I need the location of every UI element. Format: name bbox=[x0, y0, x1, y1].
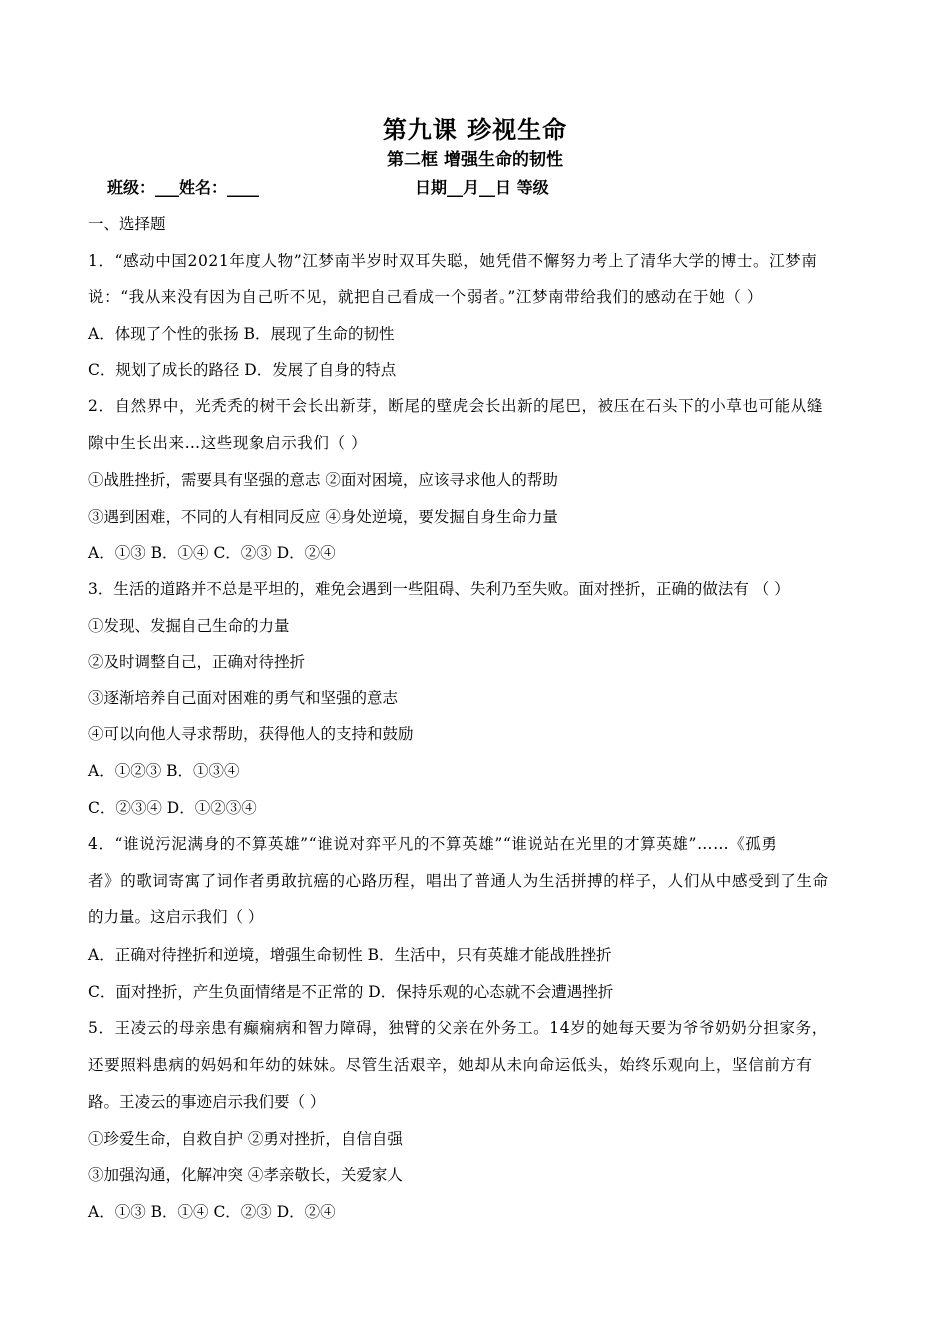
question-3-statement-4: ④可以向他人寻求帮助，获得他人的支持和鼓励 bbox=[88, 725, 414, 743]
question-2-line-1: 2．自然界中，光秃秃的树干会长出新芽，断尾的壁虎会长出新的尾巴，被压在石头下的小草也可能从缝 bbox=[88, 397, 823, 415]
question-5-line-1: 5．王凌云的母亲患有癫痫病和智力障碍，独臂的父亲在外务工。14岁的她每天要为爷爷奶奶分担家务， bbox=[88, 1019, 828, 1037]
question-1-options-cd: C．规划了成长的路径 D．发展了自身的特点 bbox=[88, 361, 397, 379]
page-title: 第九课 珍视生命 bbox=[382, 115, 568, 144]
question-2-statements-2: ③遇到困难，不同的人有相同反应 ④身处逆境，要发掘自身生命力量 bbox=[88, 508, 558, 526]
page-subtitle: 第二框 增强生命的韧性 bbox=[387, 150, 563, 170]
question-3-options-cd: C．②③④ D．①②③④ bbox=[88, 799, 257, 817]
question-1-line-2: 说：“我从来没有因为自己听不见，就把自己看成一个弱者。”江梦南带给我们的感动在于她（ ） bbox=[88, 288, 763, 306]
question-5-statements-2: ③加强沟通，化解冲突 ④孝亲敬长，关爱家人 bbox=[88, 1166, 403, 1184]
date-grade-field: 日期__月__日 等级 bbox=[415, 178, 549, 197]
section-heading: 一、选择题 bbox=[88, 215, 166, 233]
question-1-line-1: 1．“感动中国2021年度人物”江梦南半岁时双耳失聪，她凭借不懈努力考上了清华大学的博士。江梦南 bbox=[88, 252, 818, 270]
question-3-options-ab: A．①②③ B．①③④ bbox=[88, 762, 240, 780]
question-2-options: A．①③ B．①④ C．②③ D．②④ bbox=[88, 544, 336, 562]
question-3-line-1: 3．生活的道路并不总是平坦的，难免会遇到一些阻碍、失利乃至失败。面对挫折，正确的做法有 （ ） bbox=[88, 580, 790, 598]
question-1-options-ab: A．体现了个性的张扬 B．展现了生命的韧性 bbox=[88, 325, 395, 343]
question-3-statement-1: ①发现、发掘自己生命的力量 bbox=[88, 617, 290, 635]
question-5-options: A．①③ B．①④ C．②③ D．②④ bbox=[88, 1203, 336, 1221]
question-4-line-1: 4．“谁说污泥满身的不算英雄”“谁说对弈平凡的不算英雄”“谁说站在光里的才算英雄”……《孤勇 bbox=[88, 835, 778, 853]
question-4-line-2: 者》的歌词寄寓了词作者勇敢抗癌的心路历程，唱出了普通人为生活拼搏的样子，人们从中感受到了生命 bbox=[88, 872, 829, 890]
question-4-line-3: 的力量。这启示我们（ ） bbox=[88, 908, 264, 926]
question-3-statement-2: ②及时调整自己，正确对待挫折 bbox=[88, 653, 306, 671]
question-4-options-cd: C．面对挫折，产生负面情绪是不正常的 D．保持乐观的心态就不会遭遇挫折 bbox=[88, 983, 614, 1001]
question-5-line-2: 还要照料患病的妈妈和年幼的妹妹。尽管生活艰辛，她却从未向命运低头，始终乐观向上，坚信前方有 bbox=[88, 1056, 813, 1074]
question-4-options-ab: A．正确对待挫折和逆境，增强生命韧性 B．生活中，只有英雄才能战胜挫折 bbox=[88, 946, 612, 964]
question-5-line-3: 路。王凌云的事迹启示我们要（ ） bbox=[88, 1093, 326, 1111]
question-2-statements-1: ①战胜挫折，需要具有坚强的意志 ②面对困境，应该寻求他人的帮助 bbox=[88, 471, 558, 489]
student-info-row bbox=[0, 176, 950, 200]
question-3-statement-3: ③逐渐培养自己面对困难的勇气和坚强的意志 bbox=[88, 689, 399, 707]
question-2-line-2: 隙中生长出来…这些现象启示我们（ ） bbox=[88, 434, 368, 452]
class-name-field: 班级：___姓名：____ bbox=[107, 178, 260, 197]
question-5-statements-1: ①珍爱生命，自救自护 ②勇对挫折，自信自强 bbox=[88, 1130, 403, 1148]
